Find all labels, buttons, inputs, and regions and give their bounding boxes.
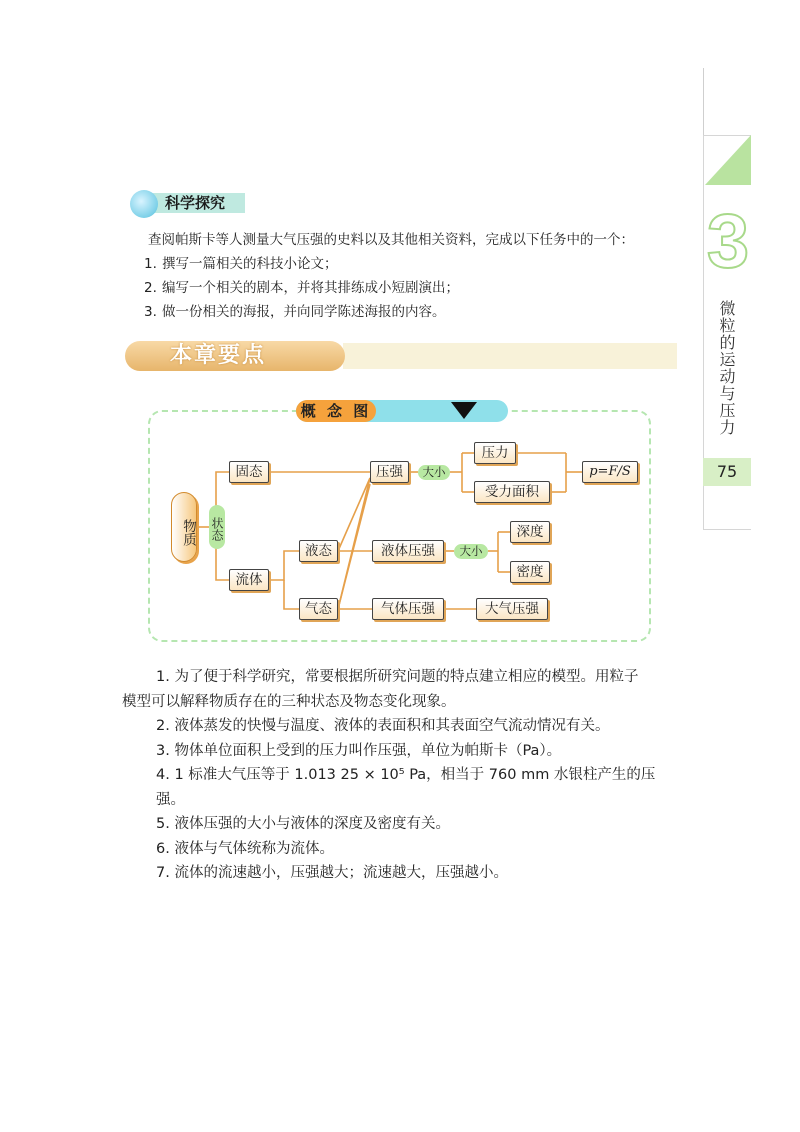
- task-text: 做一份相关的海报，并向同学陈述海报的内容。: [162, 304, 446, 320]
- chapter-title: 微粒的运动与压力: [717, 300, 736, 436]
- inquiry-task: [144, 252, 688, 276]
- chapter-tab-triangle: [705, 135, 751, 185]
- task-number: 2.: [144, 280, 157, 296]
- node-size-label: 大小: [418, 465, 450, 480]
- node-gas-pressure: 气体压强: [372, 598, 444, 620]
- node-liquid-pressure: 液体压强: [372, 540, 444, 562]
- key-point: 1. 为了便于科学研究，常要根据所研究问题的特点建立相应的模型。用粒子: [156, 669, 639, 685]
- node-density: 密度: [510, 561, 550, 583]
- node-atm-pressure: 大气压强: [476, 598, 548, 620]
- node-size-label: 大小: [454, 544, 488, 559]
- node-formula: p=F/S: [582, 461, 638, 483]
- inquiry-task: [144, 300, 688, 324]
- inquiry-task: [144, 276, 688, 300]
- node-pressure: 压强: [370, 461, 409, 483]
- inquiry-body: [144, 228, 688, 324]
- node-state-label: 状态: [209, 505, 225, 549]
- task-number: 3.: [144, 304, 157, 320]
- node-depth: 深度: [510, 521, 550, 543]
- summary-banner-strip: [343, 343, 677, 369]
- chapter-tab-bottom: [703, 486, 751, 530]
- key-points: [122, 665, 682, 886]
- concept-map-title: 概 念 图: [300, 402, 372, 420]
- task-number: 1.: [144, 256, 157, 272]
- node-solid: 固态: [229, 461, 269, 483]
- chapter-number: 3: [706, 199, 750, 284]
- summary-banner-title: 本章要点: [170, 343, 267, 368]
- inquiry-header: [125, 190, 245, 214]
- inquiry-intro: 查阅帕斯卡等人测量大气压强的史料以及其他相关资料，完成以下任务中的一个：: [148, 232, 634, 248]
- node-matter: 物质: [171, 492, 197, 562]
- task-text: 撰写一篇相关的科技小论文；: [162, 256, 338, 272]
- inquiry-title: 科学探究: [165, 194, 226, 212]
- key-point: 2. 液体蒸发的快慢与温度、液体的表面积和其表面空气流动情况有关。: [156, 718, 610, 734]
- node-area: 受力面积: [474, 481, 550, 503]
- node-force: 压力: [474, 442, 516, 464]
- node-fluid: 流体: [229, 569, 269, 591]
- node-gas: 气态: [299, 598, 338, 620]
- key-point-continued: 模型可以解释物质存在的三种状态及物态变化现象。: [122, 693, 456, 710]
- bubble-icon: [130, 190, 158, 218]
- task-text: 编写一个相关的剧本，并将其排练成小短剧演出；: [162, 280, 459, 296]
- node-liquid: 液态: [299, 540, 338, 562]
- key-point: 7. 流体的流速越小，压强越大；流速越大，压强越小。: [156, 865, 508, 881]
- key-point: 6. 液体与气体统称为流体。: [156, 840, 334, 857]
- triangle-down-icon: [451, 402, 477, 419]
- page-number: 75: [703, 458, 751, 486]
- key-point: 5. 液体压强的大小与液体的深度及密度有关。: [156, 816, 450, 832]
- key-point: 4. 1 标准大气压等于 1.013 25 × 10⁵ Pa，相当于 760 mm 水银柱产生的压强。: [156, 767, 656, 808]
- key-point: 3. 物体单位面积上受到的压力叫作压强，单位为帕斯卡（Pa）。: [156, 742, 562, 759]
